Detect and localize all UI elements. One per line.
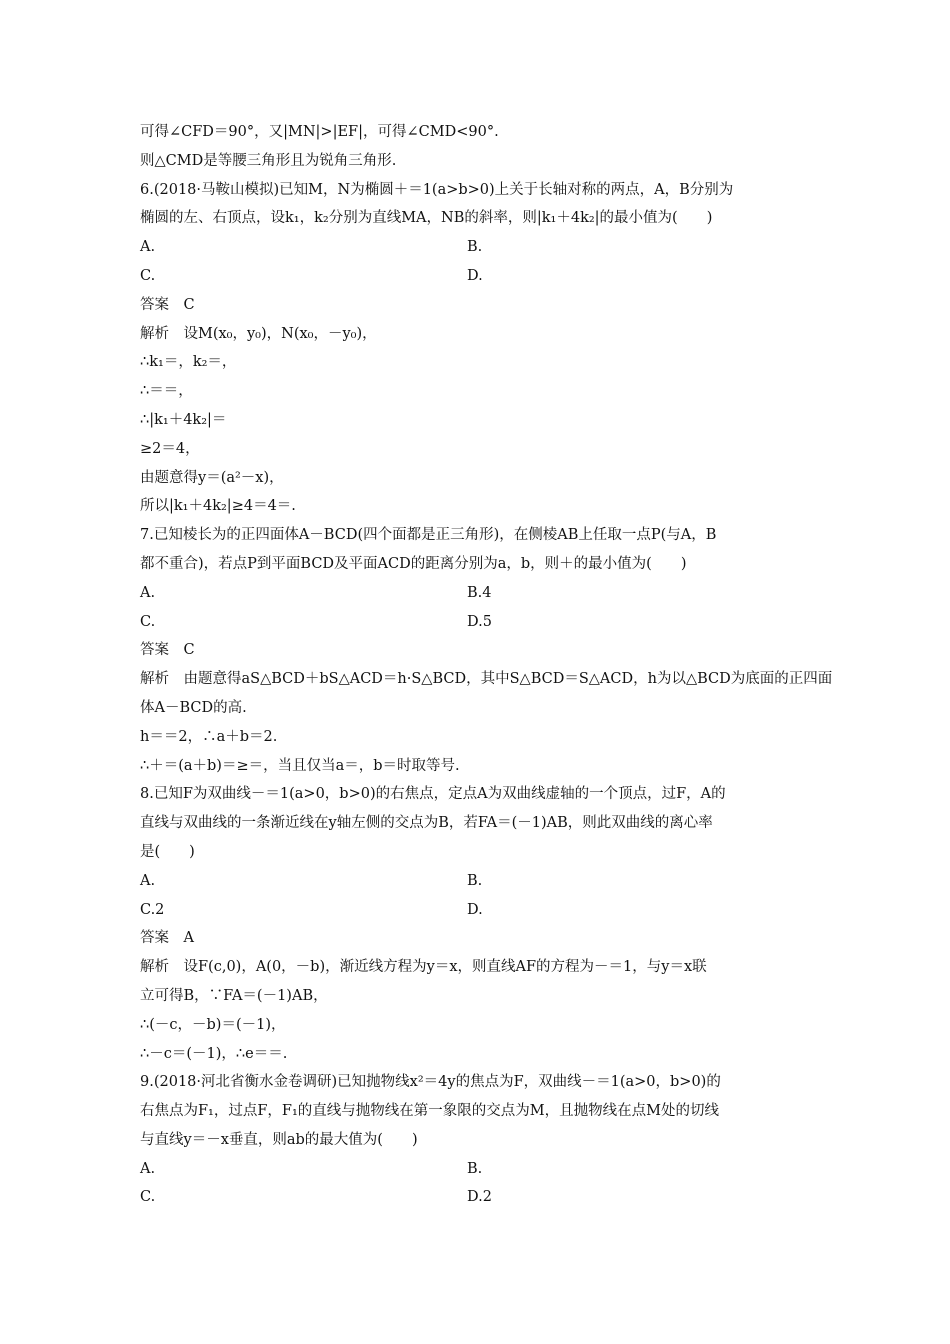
option-right: B. bbox=[467, 872, 483, 889]
text-line: 椭圆的左、右顶点，设k₁，k₂分别为直线MA，NB的斜率，则|k₁＋4k₂|的最小值为( ) bbox=[140, 210, 713, 227]
option-row bbox=[140, 233, 820, 262]
text-line: 由题意得y＝(a²－x)， bbox=[140, 469, 284, 486]
text-line: 体A－BCD的高. bbox=[140, 699, 247, 716]
text-line: 答案 A bbox=[140, 930, 194, 947]
text-line: ∴k₁＝，k₂＝， bbox=[140, 354, 237, 371]
text-line: 则△CMD是等腰三角形且为锐角三角形. bbox=[140, 152, 397, 169]
text-line: 所以|k₁＋4k₂|≥4＝4＝. bbox=[140, 498, 296, 515]
text-line: 7.已知棱长为的正四面体A－BCD(四个面都是正三角形)，在侧棱AB上任取一点P(与A，B bbox=[140, 527, 717, 544]
text-line: ≥2＝4， bbox=[140, 440, 200, 457]
text-line: 直线与双曲线的一条渐近线在y轴左侧的交点为B，若FA＝(－1)AB，则此双曲线的离心率 bbox=[140, 815, 713, 832]
text-line: 右焦点为F₁，过点F，F₁的直线与抛物线在第一象限的交点为M，且抛物线在点M处的切线 bbox=[140, 1103, 719, 1120]
option-left: C. bbox=[140, 613, 156, 630]
option-right: D. bbox=[467, 267, 483, 284]
text-line: 是( ) bbox=[140, 843, 195, 860]
option-right: B.4 bbox=[467, 584, 492, 601]
text-line: 答案 C bbox=[140, 296, 195, 313]
option-right: D.2 bbox=[467, 1189, 492, 1206]
text-line: 与直线y＝－x垂直，则ab的最大值为( ) bbox=[140, 1131, 418, 1148]
option-row bbox=[140, 608, 820, 637]
text-line: ∴＋＝(a＋b)＝≥＝，当且仅当a＝，b＝时取等号. bbox=[140, 757, 460, 774]
option-right: D.5 bbox=[467, 613, 492, 630]
option-row bbox=[140, 867, 820, 896]
option-left: C. bbox=[140, 1189, 156, 1206]
text-line: 解析 由题意得aS△BCD＋bS△ACD＝h·S△BCD，其中S△BCD＝S△ACD，h为以△BCD为底面的正四面 bbox=[140, 671, 833, 688]
text-line: 可得∠CFD＝90°，又|MN|>|EF|，可得∠CMD<90°. bbox=[140, 124, 499, 140]
text-line: h＝＝2，∴a＋b＝2. bbox=[140, 728, 278, 745]
text-line: 都不重合)，若点P到平面BCD及平面ACD的距离分别为a，b，则＋的最小值为( ) bbox=[140, 555, 687, 572]
option-row bbox=[140, 579, 820, 608]
text-line: 8.已知F为双曲线－＝1(a>0，b>0)的右焦点，定点A为双曲线虚轴的一个顶点，过F，A的 bbox=[140, 786, 726, 803]
text-line: 6.(2018·马鞍山模拟)已知M，N为椭圆＋＝1(a>b>0)上关于长轴对称的两点，A，B分别为 bbox=[140, 181, 734, 198]
option-row bbox=[140, 1155, 820, 1184]
text-line: 9.(2018·河北省衡水金卷调研)已知抛物线x²＝4y的焦点为F，双曲线－＝1(a>0，b>0)的 bbox=[140, 1074, 721, 1091]
option-right: B. bbox=[467, 239, 483, 256]
option-row bbox=[140, 262, 820, 291]
option-left: C.2 bbox=[140, 901, 165, 918]
text-line: 解析 设M(x₀，y₀)，N(x₀，－y₀)， bbox=[140, 325, 377, 342]
option-left: A. bbox=[140, 1160, 156, 1177]
option-left: A. bbox=[140, 584, 156, 601]
option-left: A. bbox=[140, 872, 156, 889]
text-line: 立可得B，∵FA＝(－1)AB， bbox=[140, 987, 328, 1004]
document-page bbox=[140, 118, 833, 1212]
text-line: ∴|k₁＋4k₂|＝ bbox=[140, 411, 227, 428]
option-right: D. bbox=[467, 901, 483, 918]
text-line: ∴＝＝， bbox=[140, 383, 193, 400]
text-line: ∴－c＝(－1)，∴e＝＝. bbox=[140, 1045, 288, 1062]
text-line: 解析 设F(c,0)，A(0，－b)，渐近线方程为y＝x，则直线AF的方程为－＝1，与y＝x联 bbox=[140, 959, 707, 976]
option-left: C. bbox=[140, 267, 156, 284]
option-left: A. bbox=[140, 239, 156, 256]
text-line: 答案 C bbox=[140, 642, 195, 659]
option-row bbox=[140, 896, 820, 925]
text-line: ∴(－c，－b)＝(－1)， bbox=[140, 1016, 286, 1033]
option-row bbox=[140, 1183, 820, 1212]
option-right: B. bbox=[467, 1160, 483, 1177]
